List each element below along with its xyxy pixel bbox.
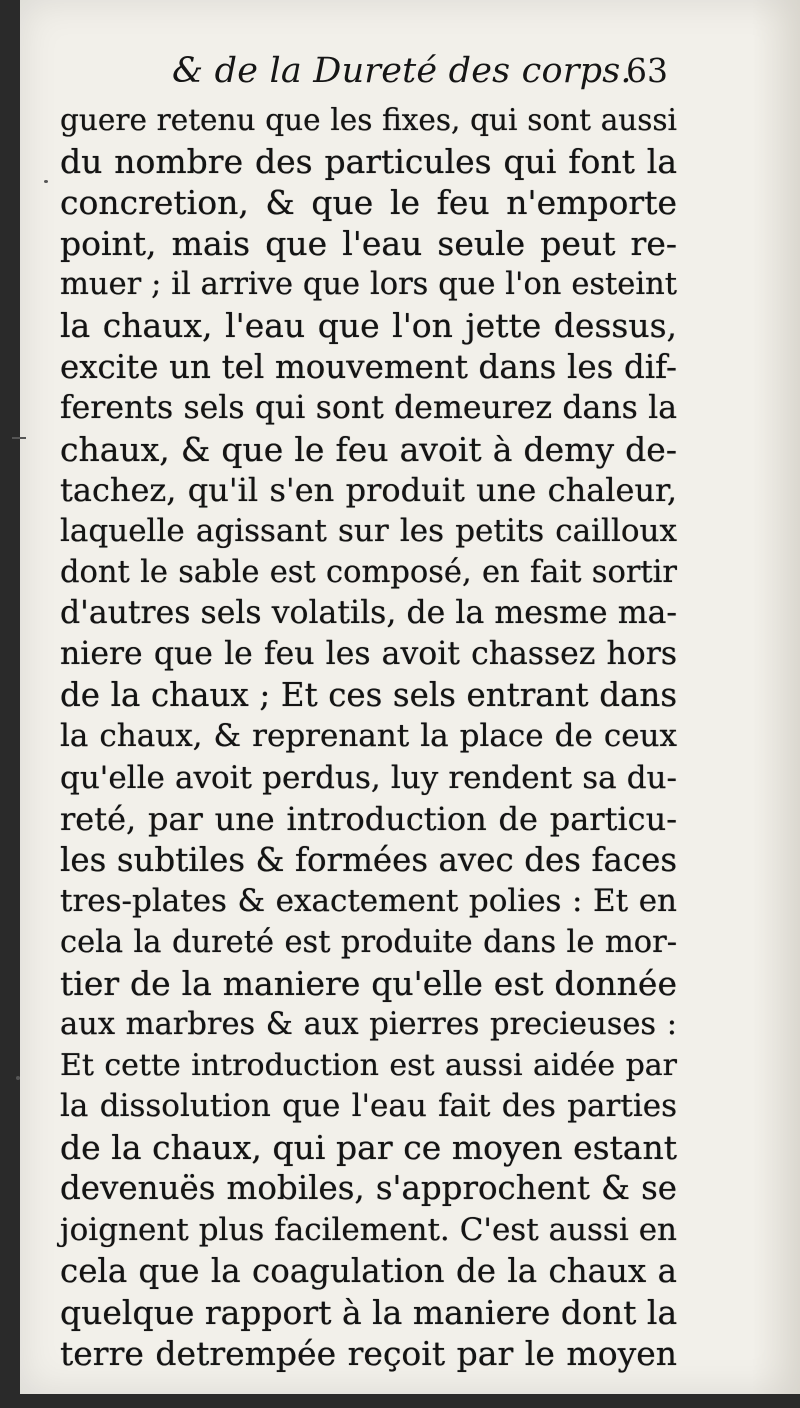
text-line: reté, par une introduction de particu- xyxy=(60,799,677,838)
text-line: excite un tel mouvement dans les dif- xyxy=(60,347,677,386)
body-text xyxy=(60,100,677,1374)
text-line: tachez, qu'il s'en produit une chaleur, xyxy=(60,470,677,509)
text-line: qu'elle avoit perdus, luy rendent sa du- xyxy=(60,759,677,796)
text-line: cela la dureté est produite dans le mor- xyxy=(60,924,677,960)
text-line: muer ; il arrive que lors que l'on esteint xyxy=(60,267,677,303)
ink-speck xyxy=(44,180,48,183)
text-line: de la chaux, qui par ce moyen estant xyxy=(60,1128,677,1168)
text-line: de la chaux ; Et ces sels entrant dans xyxy=(60,676,677,715)
page-header xyxy=(0,48,800,94)
text-line: tres-plates & exactement polies : Et en xyxy=(60,882,677,919)
text-line: cela que la coagulation de la chaux a xyxy=(60,1251,677,1290)
text-line: la chaux, l'eau que l'on jette dessus, xyxy=(60,306,677,346)
text-line: d'autres sels volatils, de la mesme ma- xyxy=(60,595,677,632)
text-line: concretion, & que le feu n'emporte xyxy=(60,183,677,223)
page-edge-shadow xyxy=(752,0,800,1394)
running-head: & de la Dureté des corps. xyxy=(172,51,632,91)
margin-dot xyxy=(16,1076,20,1080)
text-line: du nombre des particules qui font la xyxy=(60,142,677,182)
text-line: chaux, & que le feu avoit à demy de- xyxy=(60,429,677,469)
text-line: ferents sels qui sont demeurez dans la xyxy=(60,389,677,426)
text-line: Et cette introduction est aussi aidée par xyxy=(60,1048,677,1084)
text-line: les subtiles & formées avec des faces xyxy=(60,840,677,879)
text-line: la dissolution que l'eau fait des parties xyxy=(60,1088,677,1125)
text-line: niere que le feu les avoit chassez hors xyxy=(60,636,677,673)
text-line: la chaux, & reprenant la place de ceux xyxy=(60,718,677,755)
margin-mark xyxy=(12,437,26,439)
text-line: guere retenu que les fixes, qui sont aussi xyxy=(60,103,677,137)
page-number: 63 xyxy=(626,51,668,90)
text-line: terre detrempée reçoit par le moyen xyxy=(60,1333,677,1373)
text-line: laquelle agissant sur les petits cailloux xyxy=(60,512,677,549)
text-line: dont le sable est composé, en fait sortir xyxy=(60,555,677,591)
text-line: joignent plus facilement. C'est aussi en xyxy=(60,1211,677,1248)
text-line: point, mais que l'eau seule peut re- xyxy=(60,224,677,264)
text-line: devenuës mobiles, s'approchent & se xyxy=(60,1169,677,1208)
text-line: aux marbres & aux pierres precieuses : xyxy=(60,1007,677,1043)
text-line: tier de la maniere qu'elle est donnée xyxy=(60,963,677,1003)
text-line: quelque rapport à la maniere dont la xyxy=(60,1292,678,1332)
